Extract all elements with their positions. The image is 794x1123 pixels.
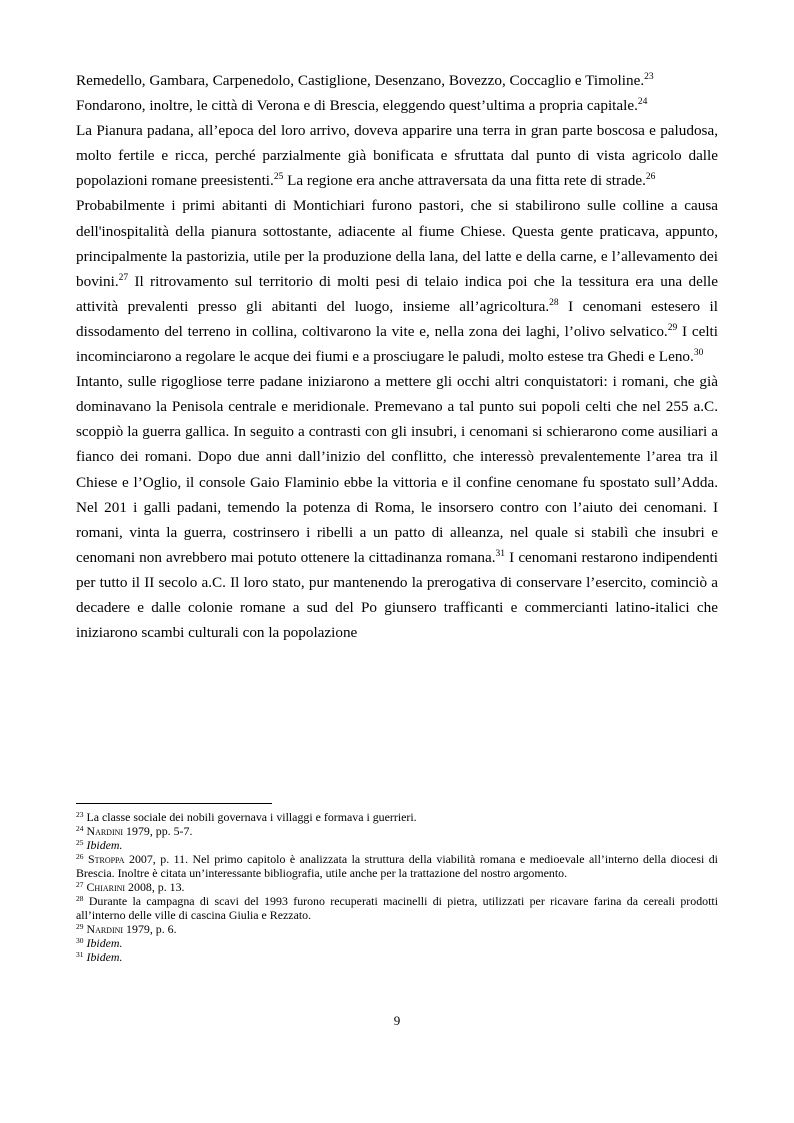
- paragraph-text: Fondarono, inoltre, le città di Verona e di Brescia, eleggendo quest’ultima a propria capitale.: [76, 97, 638, 115]
- paragraph-text: I cenomani restarono indipendenti per tutto il II secolo a.C. Il loro stato, pur mantenendo la prerogativa di conservare l’esercito, cominciò a decadere e dalle colonie romane a sud del Po giunsero trafficanti e commercianti latino-italici che iniziarono scambi culturali con la popolazione: [76, 548, 718, 642]
- footnote-author: Nardini: [86, 824, 124, 838]
- footnote-author: Chiarini: [86, 880, 126, 894]
- footnote-author: Nardini: [86, 922, 124, 936]
- footnote-text: 1979, pp. 5-7.: [123, 824, 193, 838]
- footnote-number: 25: [76, 838, 84, 847]
- footnote-text: Ibidem.: [86, 950, 123, 964]
- footnote-text: Ibidem.: [86, 838, 123, 852]
- paragraph-text: Intanto, sulle rigogliose terre padane iniziarono a mettere gli occhi altri conquistatori: i romani, che già dominavano la Penisola centrale e meridionale. Premevano a tal punto sui popoli celti che nel 255 a.C. scoppiò la guerra gallica. In seguito a contrasti con gli insubri, i cenomani si schierarono come ausiliari a fianco dei romani. Dopo due anni dall’inizio del conflitto, che interessò prevalentemente l’area tra il Chiese e l’Oglio, il console Gaio Flaminio ebbe la vittoria e il confine cenomane fu spostato sull’Adda. Nel 201 i galli padani, temendo la potenza di Roma, le insorsero contro con l’aiuto dei cenomani. I romani, vinta la guerra, costrinsero i ribelli a un patto di alleanza, nel quale si stabilì che insubri e cenomani non avrebbero mai potuto ottenere la cittadinanza romana.: [76, 373, 718, 566]
- footnote-ref[interactable]: 31: [495, 548, 506, 559]
- footnote-ref[interactable]: 27: [118, 272, 129, 283]
- footnote-author: Stroppa: [87, 852, 125, 866]
- footnote-number: 28: [76, 894, 84, 903]
- footnote-number: 29: [76, 922, 84, 931]
- paragraph-text: La Pianura padana, all’epoca del loro arrivo, doveva apparire una terra in gran parte boscosa e paludosa, molto fertile e ricca, perché parzialmente già bonificata e sfruttata dal punto di vista agricolo dalle popolazioni romane preesistenti.: [76, 122, 718, 190]
- footnote-ref[interactable]: 25: [273, 172, 284, 183]
- footnote-text: La classe sociale dei nobili governava i villaggi e formava i guerrieri.: [83, 810, 417, 824]
- footnote-number: 31: [76, 950, 84, 959]
- footnote-ref[interactable]: 30: [693, 348, 704, 359]
- footnote: [76, 852, 718, 880]
- footnote-text: 2007, p. 11. Nel primo capitolo è analizzata la struttura della viabilità romana e medioevale all’interno della diocesi di Brescia. Inoltre è citata un’interessante bibliografia, utile anche per la trattazione del nostro argomento.: [76, 852, 718, 880]
- footnote-number: 23: [76, 810, 84, 819]
- paragraph: [76, 118, 718, 193]
- paragraph-text: I celti incominciarono a regolare le acque dei fiumi e a prosciugare le paludi, molto estese tra Ghedi e Leno.: [76, 322, 718, 366]
- footnote-text: Durante la campagna di scavi del 1993 furono recuperati macinelli di pietra, utilizzati per ricavare farina da cereali prodotti all’interno delle ville di cascina Giulia e Rezzato.: [76, 894, 718, 922]
- paragraph: [76, 369, 718, 645]
- footnote-separator: [76, 803, 272, 804]
- footnote: [76, 894, 718, 922]
- footnote-number: 30: [76, 936, 84, 945]
- paragraph: [76, 193, 718, 369]
- footnote: [76, 880, 718, 894]
- footnotes: [76, 810, 718, 964]
- footnote-number: 24: [76, 824, 84, 833]
- footnote-number: 26: [76, 852, 84, 861]
- paragraph: [76, 68, 718, 118]
- paragraph-text: I cenomani estesero il dissodamento del terreno in collina, coltivarono la vite e, nella zona dei laghi, l’olivo selvatico.: [76, 297, 718, 340]
- paragraph-text: Remedello, Gambara, Carpenedolo, Castiglione, Desenzano, Bovezzo, Coccaglio e Timoline.: [76, 72, 645, 89]
- paragraph-text: Probabilmente i primi abitanti di Montichiari furono pastori, che si stabilirono sulle colline a causa dell'inospitalità della pianura sottostante, adiacente al fiume Chiese. Questa gente praticava, appunto, principalmente la pastorizia, utile per la produzione della lana, del latte e della carne, e l’allevamento dei bovini.: [76, 197, 718, 290]
- body-text: [76, 68, 718, 645]
- footnote-ref[interactable]: 28: [549, 297, 559, 308]
- paragraph-text: Il ritrovamento sul territorio di molti pesi di telaio indica poi che la tessitura era una delle attività prevalenti presso gli abitanti del luogo, insieme all’agricoltura.: [76, 272, 718, 315]
- footnote-ref[interactable]: 23: [644, 72, 654, 82]
- footnote-ref[interactable]: 29: [667, 322, 678, 333]
- footnote: [76, 922, 718, 936]
- footnote: [76, 824, 718, 838]
- footnote-number: 27: [76, 880, 84, 889]
- footnote-ref[interactable]: 24: [637, 97, 648, 108]
- footnote: [76, 936, 718, 950]
- footnote: [76, 950, 718, 964]
- footnote-text: 2008, p. 13.: [125, 880, 185, 894]
- page-number: 9: [393, 1013, 401, 1028]
- footnote: [76, 838, 718, 852]
- footnote-text: Ibidem.: [86, 936, 123, 950]
- footnote: [76, 810, 718, 824]
- footnote-text: 1979, p. 6.: [123, 922, 177, 936]
- paragraph-text: La regione era anche attraversata da una fitta rete di strade.: [283, 172, 646, 190]
- footnote-ref[interactable]: 26: [645, 172, 656, 183]
